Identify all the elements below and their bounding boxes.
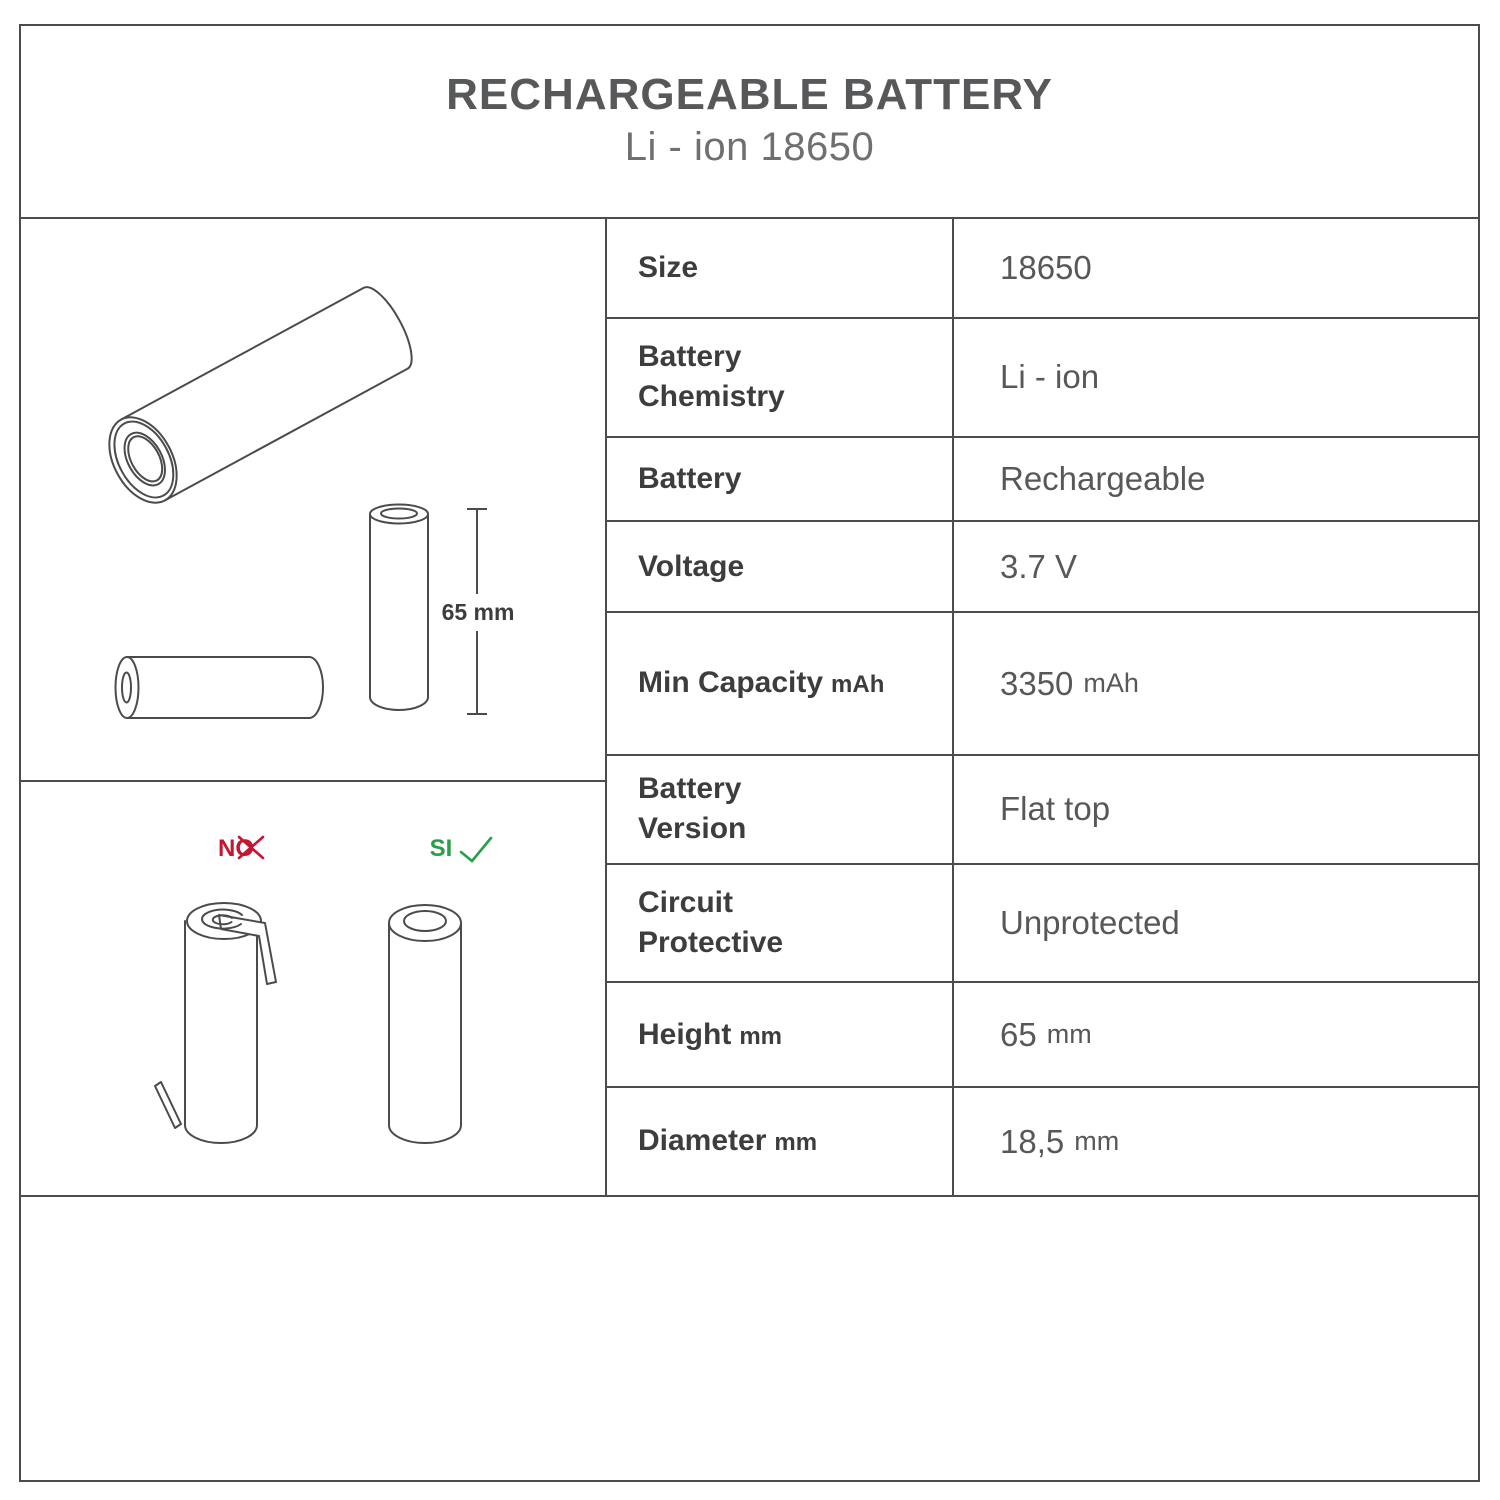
illustration-column <box>21 219 607 1195</box>
content <box>21 219 1478 1197</box>
horizontal-battery-icon <box>116 657 324 718</box>
row-label: Min Capacity mAh <box>607 613 954 754</box>
row-value: 65 mm <box>1000 1015 1092 1053</box>
page-title: RECHARGEABLE BATTERY <box>446 70 1053 119</box>
vertical-battery-icon <box>370 505 428 711</box>
table-row-version <box>607 756 1478 865</box>
row-label: Height mm <box>607 983 954 1086</box>
row-value: 3.7 V <box>1000 547 1078 585</box>
table-row-protection <box>607 865 1478 984</box>
row-label: Battery <box>607 438 954 521</box>
page-subtitle: Li - ion 18650 <box>624 125 875 170</box>
battery-illustration <box>21 219 605 780</box>
row-value: 18650 <box>1000 248 1092 286</box>
row-label: Voltage <box>607 522 954 611</box>
table-row-voltage <box>607 522 1478 613</box>
row-value: 18,5 mm <box>1000 1122 1120 1160</box>
tab-comparison-panel <box>21 782 605 1195</box>
table-row-battery <box>607 438 1478 523</box>
spec-sheet <box>19 24 1480 1482</box>
battery-illustration-panel <box>21 219 605 782</box>
row-label: Battery Chemistry <box>607 319 954 436</box>
tab-comparison-illustration <box>21 782 605 1195</box>
row-label: Circuit Protective <box>607 865 954 982</box>
table-row-capacity <box>607 613 1478 756</box>
diagonal-battery-icon <box>96 280 422 514</box>
header <box>21 26 1478 219</box>
flat-top-battery-icon <box>389 905 461 1143</box>
no-label: NO <box>218 835 254 862</box>
row-label: Diameter mm <box>607 1088 954 1195</box>
table-row-size <box>607 219 1478 319</box>
table-row-diameter <box>607 1088 1478 1195</box>
tabbed-battery-icon <box>155 903 276 1143</box>
row-value: Flat top <box>1000 790 1111 828</box>
row-label: Size <box>607 219 954 317</box>
check-icon <box>461 838 491 861</box>
row-value: 3350 mAh <box>1000 664 1139 702</box>
table-row-height <box>607 983 1478 1088</box>
dimension-label: 65 mm <box>441 599 515 625</box>
row-value: Unprotected <box>1000 904 1180 942</box>
spec-table <box>607 219 1478 1195</box>
height-dimension <box>442 509 515 714</box>
row-value: Rechargeable <box>1000 459 1206 497</box>
table-row-chemistry <box>607 319 1478 438</box>
row-label: Battery Version <box>607 756 954 863</box>
footer-blank-band <box>21 1197 1478 1480</box>
si-label: SI <box>429 835 453 862</box>
row-value: Li - ion <box>1000 358 1100 396</box>
